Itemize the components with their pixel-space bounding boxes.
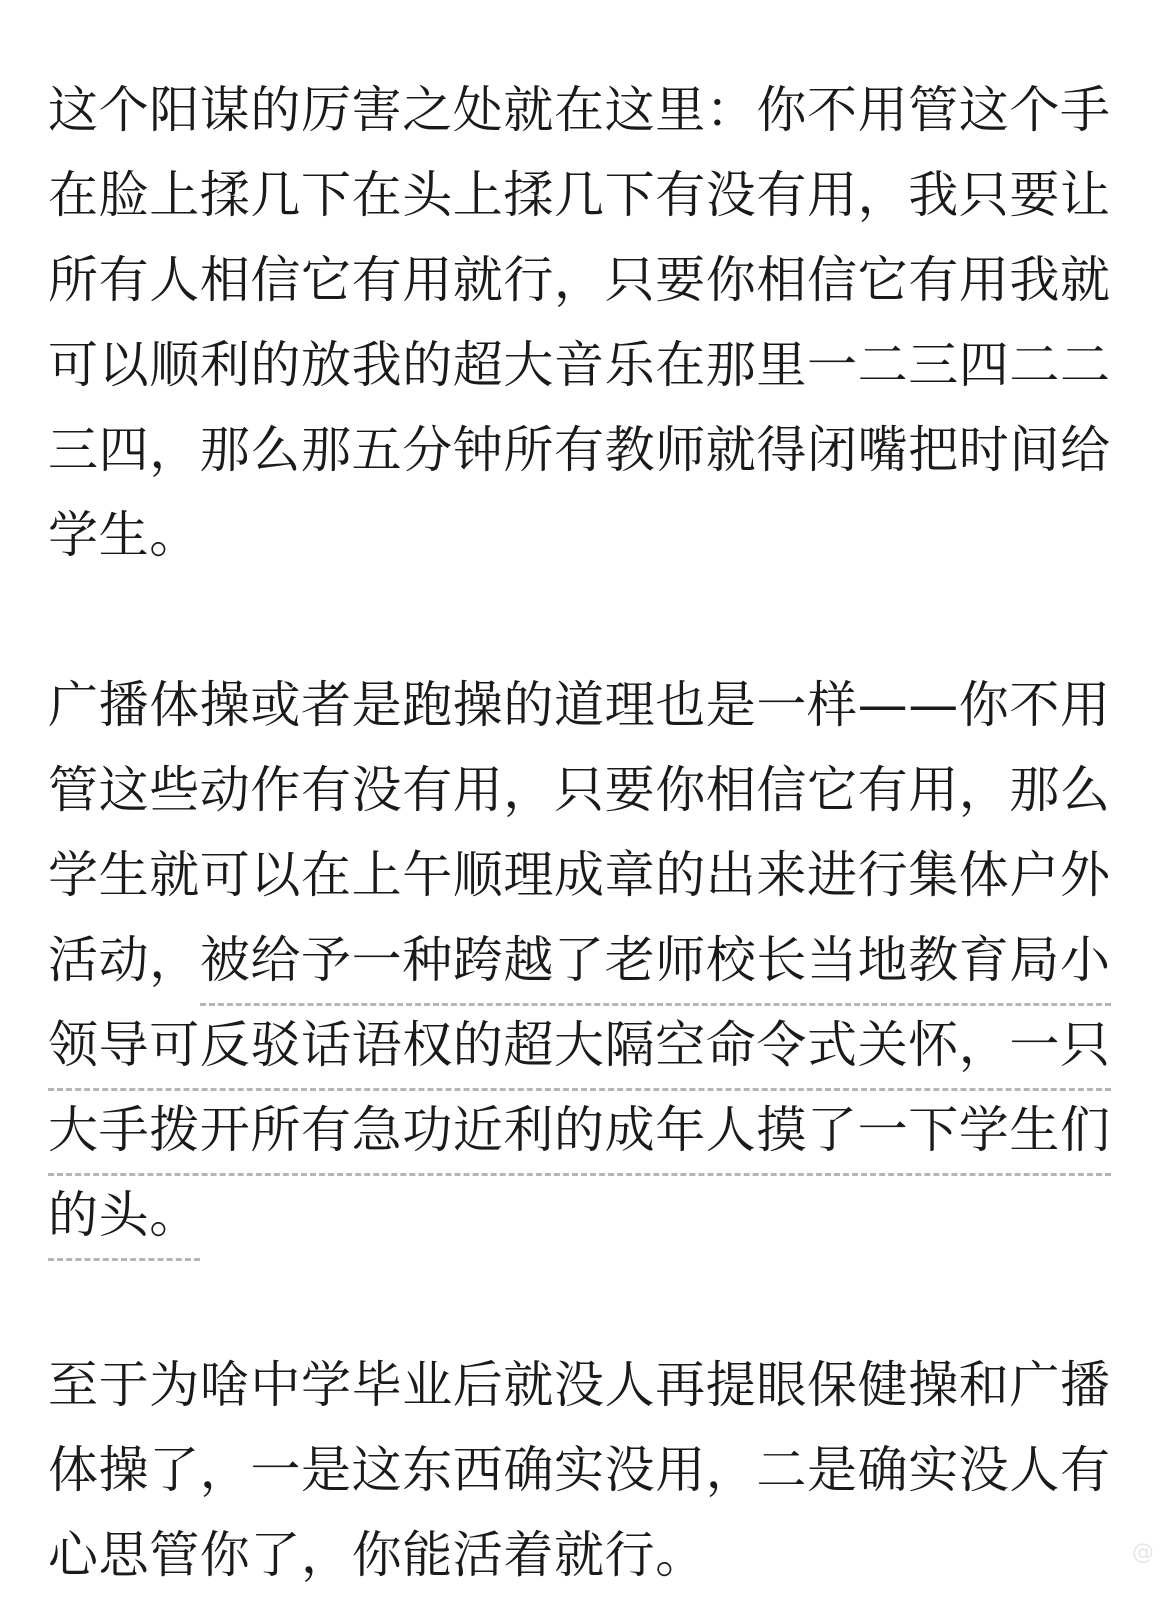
paragraph-2: [48, 663, 1123, 1258]
paragraph-1: 这个阳谋的厉害之处就在这里：你不用管这个手在脸上揉几下在头上揉几下有没有用，我只要让所有人相信它有用就行，只要你相信它有用我就可以顺利的放我的超大音乐在那里一二三四二二三四，那么那五分钟所有教师就得闭嘴把时间给学生。: [48, 81, 1111, 564]
paragraph-2-text: 广播体操或者是跑操的道理也是一样——你不用管这些动作有没有用，只要你相信它有用，那么学生就可以在上午顺理成章的出来进行集体户外活动，: [48, 676, 1111, 989]
highlighted-quote[interactable]: 被给予一种跨越了老师校长当地教育局小领导可反驳话语权的超大隔空命令式关怀，一只大手拨开所有急功近利的成年人摸了一下学生们的头。: [48, 931, 1111, 1261]
watermark: @: [1132, 1540, 1155, 1565]
paragraph-3: 至于为啥中学毕业后就没人再提眼保健操和广播体操了，一是这东西确实没用，二是确实没人有心思管你了，你能活着就行。: [48, 1356, 1111, 1584]
article-body: [48, 68, 1123, 1598]
